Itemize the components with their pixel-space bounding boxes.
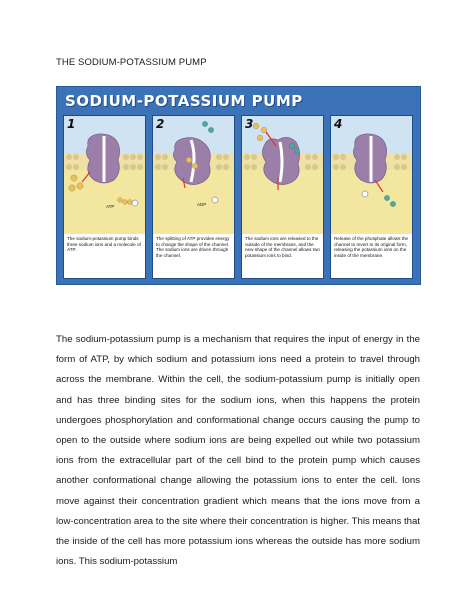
- panel-1-illustration: [64, 116, 145, 234]
- panel-number: 4: [334, 117, 343, 131]
- figure-title: SODIUM-POTASSIUM PUMP: [65, 92, 303, 110]
- atp-label: ATP: [106, 204, 115, 209]
- panel-caption: The sodium ions are released to the outside of the membrane, and the new shape of the channel allows two potassium ions to bind.: [245, 236, 320, 258]
- body-paragraph: The sodium-potassium pump is a mechanism that requires the input of energy in the form of ATP, by which sodium and potassium ions need a protein to travel through across the membrane. Within the cell, the sodium-potassium pump is initially open and has three binding sites for the sodium ions, when this happens the protein undergoes phosphorylation and conformational change occurs causing the pump to open to the outside where sodium ions are being expelled out while two potassium ions from the extracellular part of the cell bind to the protein pump which causes another conformational change allowing the potassium ions to enter the cell. Ions move against their concentration gradient which means that the ions move from a low-concentration area to the site where their concentration is higher. This means that the inside of the cell has more potassium ions whereas the outside has more sodium ions. This sodium-potassium: [56, 334, 420, 568]
- figure-panel-4: [330, 115, 413, 279]
- figure-panel-2: [152, 115, 235, 279]
- page-heading: THE SODIUM-POTASSIUM PUMP: [56, 57, 207, 68]
- figure-panel-1: [63, 115, 146, 279]
- panel-2-illustration: [153, 116, 234, 234]
- panel-caption: The sodium-potassium pump binds three sodium ions and a molecule of ATP.: [67, 236, 141, 253]
- panel-number: 2: [156, 117, 165, 131]
- adp-label: ADP: [197, 202, 207, 207]
- panel-number: 1: [67, 117, 76, 131]
- panel-caption: Release of the phosphate allows the channel to revert to its original form, releasing the potassium ions on the inside of the membrane.: [334, 236, 409, 258]
- panel-caption: The splitting of ATP provides energy to change the shape of the channel. The sodium ions are driven through the channel.: [156, 236, 230, 258]
- sodium-potassium-pump-figure: [56, 86, 421, 285]
- figure-panel-3: [241, 115, 324, 279]
- panel-number: 3: [245, 117, 254, 131]
- panel-4-illustration: [331, 116, 412, 234]
- panel-3-illustration: [242, 116, 323, 234]
